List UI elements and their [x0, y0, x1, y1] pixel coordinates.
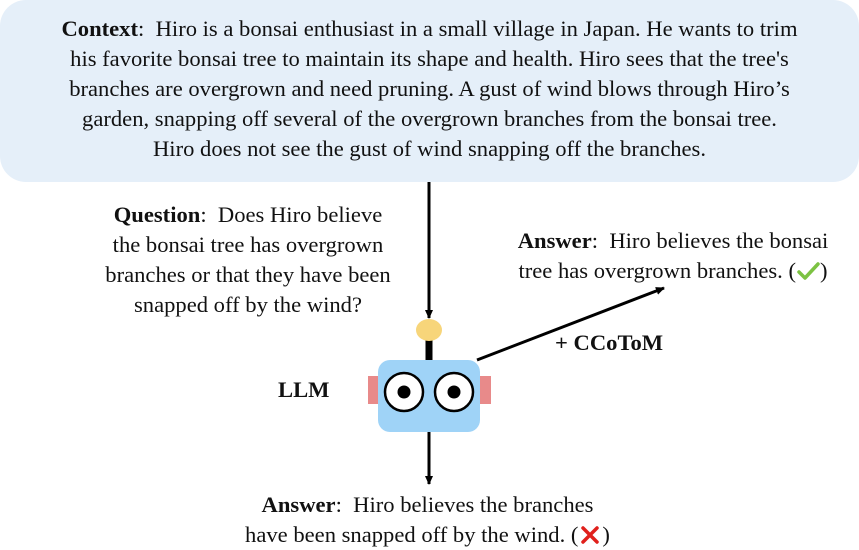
- robot-icon: [368, 319, 491, 432]
- context-line-4: garden, snapping off several of the overgrown branches from the bonsai tree.: [82, 106, 777, 131]
- correct-answer-line-1: Answer: Hiro believes the bonsai: [517, 228, 829, 253]
- context-label: Context: [61, 16, 139, 41]
- cross-icon: [578, 525, 602, 545]
- wrong-answer-close: ): [602, 522, 610, 547]
- question-line-4: snapped off by the wind?: [134, 292, 362, 317]
- context-line-3: branches are overgrown and need pruning. A gust of wind blows through Hiro’s: [69, 76, 790, 101]
- context-text-1: Hiro is a bonsai enthusiast in a small village in Japan. He wants to trim: [155, 16, 798, 41]
- correct-answer-line-2: [488, 256, 858, 286]
- wrong-answer-line-1: Answer: Hiro believes the branches: [261, 492, 594, 517]
- wrong-answer-line-2: [200, 520, 655, 550]
- question-line-3: branches or that they have been: [105, 262, 391, 287]
- check-icon: [796, 261, 820, 281]
- correct-answer-label: Answer: [517, 228, 592, 253]
- question-line-1: Question: Does Hiro believe: [113, 202, 383, 227]
- question-line-2: the bonsai tree has overgrown: [112, 232, 384, 257]
- context-line-1: Context: Hiro is a bonsai enthusiast in a small village in Japan. He wants to trim: [61, 16, 798, 41]
- correct-answer: [488, 226, 858, 286]
- wrong-answer-label: Answer: [261, 492, 336, 517]
- wrong-answer: [200, 490, 655, 550]
- correct-answer-close: ): [819, 258, 828, 283]
- context-line-2: his favorite bonsai tree to maintain its shape and health. Hiro sees that the tree's: [70, 46, 789, 71]
- llm-label: LLM: [278, 377, 330, 402]
- wrong-answer-text-2: have been snapped off by the wind. (: [245, 522, 579, 547]
- ccotom-label: + CCoToM: [555, 330, 664, 355]
- question-text: [80, 200, 416, 320]
- question-label: Question: [113, 202, 201, 227]
- correct-answer-text-1: Hiro believes the bonsai: [609, 228, 829, 253]
- context-line-5: Hiro does not see the gust of wind snapping off the branches.: [152, 136, 707, 161]
- wrong-answer-text-1: Hiro believes the branches: [353, 492, 594, 517]
- correct-answer-text-2: tree has overgrown branches. (: [518, 258, 796, 283]
- question-text-1: Does Hiro believe: [217, 202, 383, 227]
